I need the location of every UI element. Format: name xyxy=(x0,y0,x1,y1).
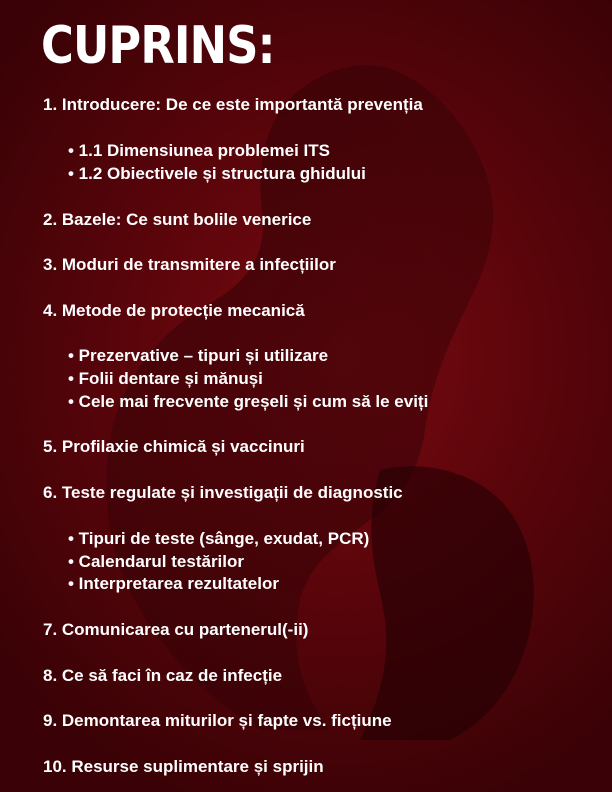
toc-subitem-6-1: • Tipuri de teste (sânge, exudat, PCR) xyxy=(68,529,370,548)
toc-item-1: 1. Introducere: De ce este importantă prevenția xyxy=(43,95,423,114)
toc-item-9: 9. Demontarea miturilor și fapte vs. ficțiune xyxy=(43,711,392,730)
toc-subitem-4-3: • Cele mai frecvente greșeli și cum să le eviți xyxy=(68,392,429,411)
toc-item-4: 4. Metode de protecție mecanică xyxy=(43,301,305,320)
toc-item-3: 3. Moduri de transmitere a infecțiilor xyxy=(43,255,336,274)
toc-item-10: 10. Resurse suplimentare și sprijin xyxy=(43,757,324,776)
toc-item-7: 7. Comunicarea cu partenerul(-ii) xyxy=(43,620,309,639)
toc-item-2: 2. Bazele: Ce sunt bolile venerice xyxy=(43,210,312,229)
toc-subitem-1-2: • 1.2 Obiectivele și structura ghidului xyxy=(68,164,366,183)
toc-subitem-6-3: • Interpretarea rezultatelor xyxy=(68,574,279,593)
toc-subitem-6-2: • Calendarul testărilor xyxy=(68,552,245,571)
toc-item-8: 8. Ce să faci în caz de infecție xyxy=(43,666,283,685)
toc-item-6: 6. Teste regulate și investigații de diagnostic xyxy=(43,483,403,502)
toc-subitem-4-2: • Folii dentare și mănuși xyxy=(68,369,263,388)
toc-subitem-1-1: • 1.1 Dimensiunea problemei ITS xyxy=(68,141,330,160)
toc-item-5: 5. Profilaxie chimică și vaccinuri xyxy=(43,437,305,456)
page-title: CUPRINS: xyxy=(41,16,275,76)
toc-subitem-4-1: • Prezervative – tipuri și utilizare xyxy=(68,346,329,365)
